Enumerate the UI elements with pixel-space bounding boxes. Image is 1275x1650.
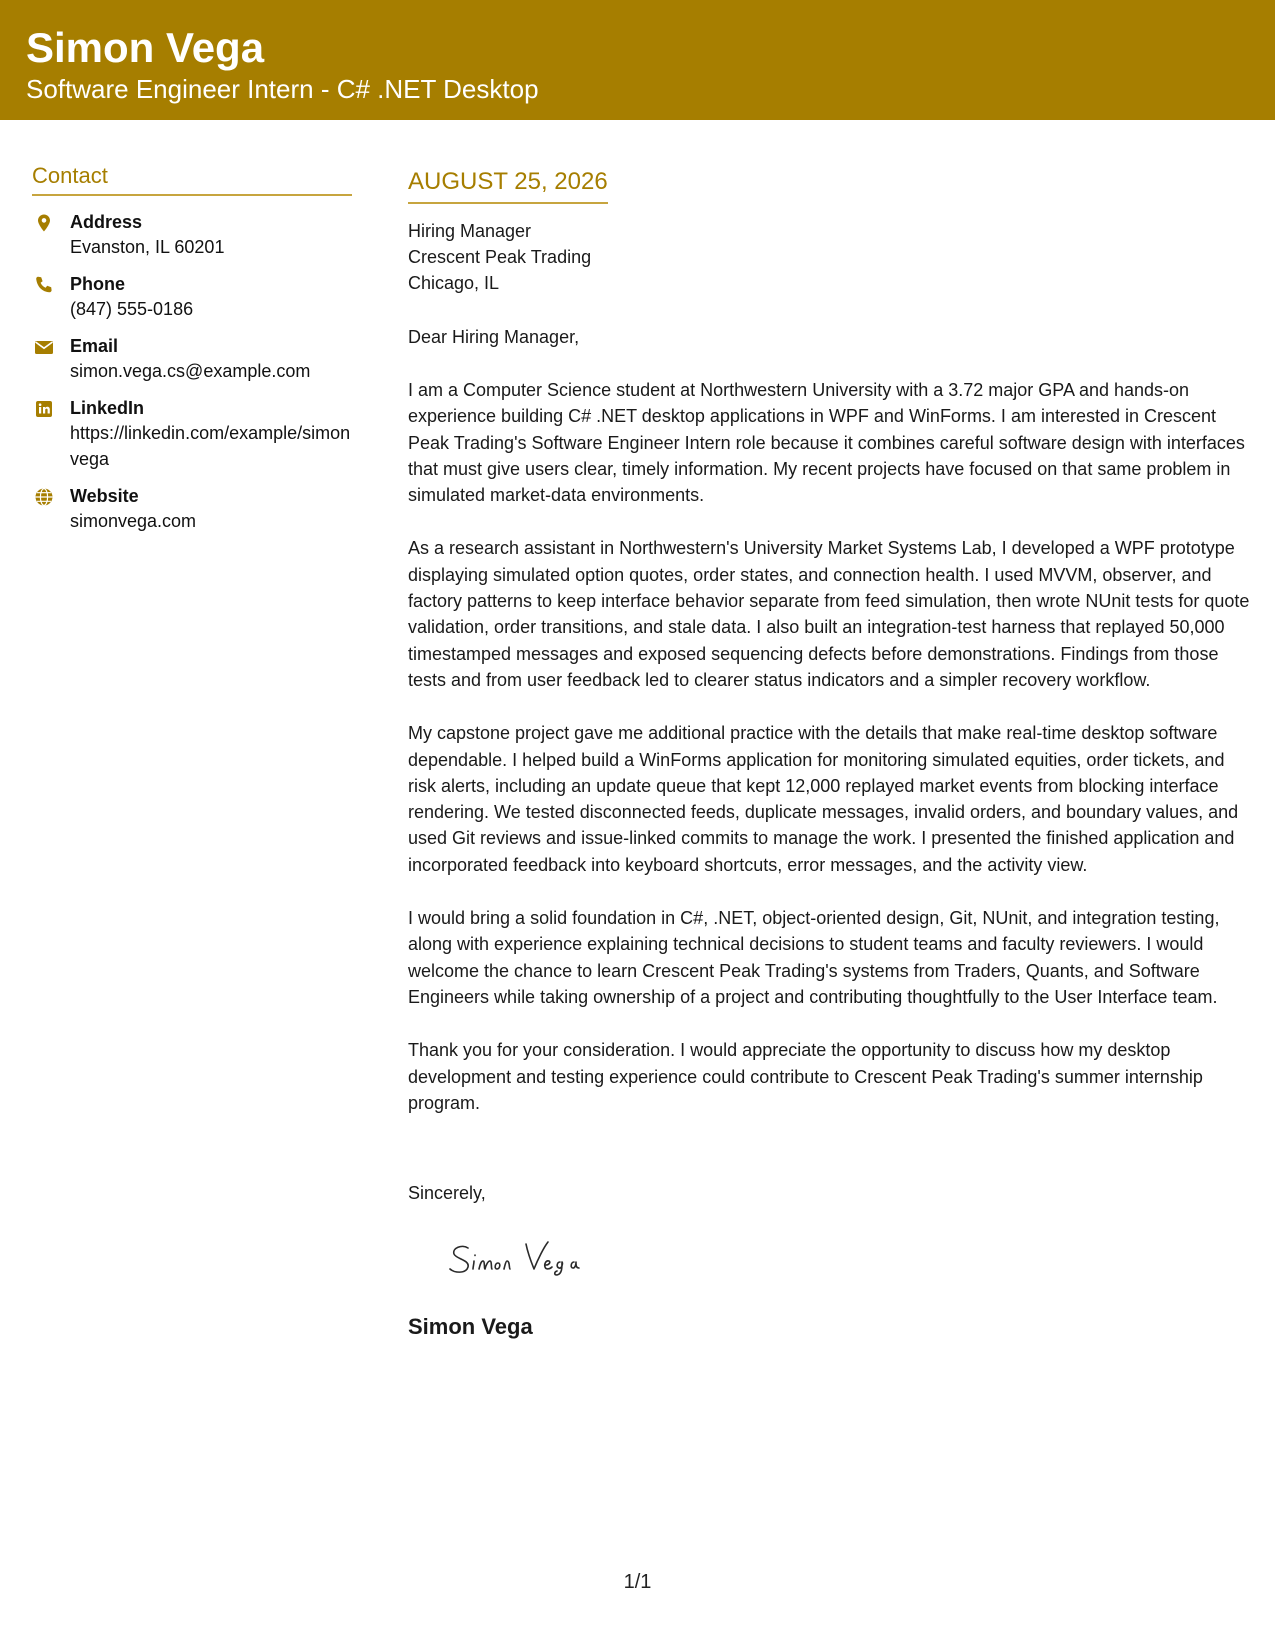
globe-icon [34,487,54,507]
map-pin-icon [34,213,54,233]
phone-icon [34,275,54,295]
contact-address [32,210,352,260]
contact-section-title: Contact [32,160,352,196]
website-value[interactable]: simonvega.com [70,511,197,531]
handwritten-signature [446,1234,636,1284]
envelope-icon [34,337,54,357]
recipient-line: Hiring Manager [408,221,532,241]
contact-label: Address [70,212,143,232]
letter-body [408,166,1253,1342]
recipient-block [408,218,1253,296]
linkedin-value[interactable]: https://linkedin.com/example/simonvega [70,423,351,469]
closing: Sincerely, [408,1183,486,1204]
linkedin-icon [34,399,54,419]
header-banner [0,0,1275,120]
letter-date: AUGUST 25, 2026 [408,166,608,204]
letter-paragraph: I am a Computer Science student at Northwestern University with a 3.72 major GPA and hands-on experience building C# .NET desktop applications in WPF and WinForms. I am interested in Crescent Peak Trading's Software Engineer Intern role because it combines careful software design with interfaces that must give users clear, timely information. My recent projects have focused on that same problem in simulated market-data environments. [408,380,1245,506]
letter-paragraph: As a research assistant in Northwestern's University Market Systems Lab, I developed a WPF prototype displaying simulated option quotes, order states, and connection health. I used MVVM, observer, and factory patterns to keep interface behavior separate from feed simulation, then wrote NUnit tests for quote validation, order transitions, and stale data. I also built an integration-test harness that replayed 50,000 timestamped messages and exposed sequencing defects before demonstrations. Findings from those tests and from user feedback led to clearer status indicators and a simpler recovery workflow. [408,538,1250,690]
applicant-name: Simon Vega [26,24,265,71]
recipient-line: Chicago, IL [408,273,500,293]
contact-label: Website [70,486,139,506]
email-value: simon.vega.cs@example.com [70,361,311,381]
contact-label: Email [70,336,119,356]
contact-sidebar [32,160,352,546]
contact-email [32,334,352,384]
job-title: Software Engineer Intern - C# .NET Desktop [26,74,539,104]
contact-list [32,210,352,534]
letter-paragraph: Thank you for your consideration. I would appreciate the opportunity to discuss how my desktop development and testing experience could contribute to Crescent Peak Trading's summer internship program. [408,1040,1203,1113]
letter-paragraph: I would bring a solid foundation in C#, .NET, object-oriented design, Git, NUnit, and integration testing, along with experience explaining technical decisions to student teams and faculty reviewers. I would welcome the chance to learn Crescent Peak Trading's systems from Traders, Quants, and Software Engineers while taking ownership of a project and contributing thoughtfully to the User Interface team. [408,908,1220,1007]
salutation: Dear Hiring Manager, [408,327,580,347]
contact-label: LinkedIn [70,398,145,418]
recipient-line: Crescent Peak Trading [408,247,592,267]
letter-paragraph: My capstone project gave me additional practice with the details that make real-time desktop software dependable. I helped build a WinForms application for monitoring simulated equities, order tickets, and risk alerts, including an update queue that kept 12,000 replayed market events from blocking interface rendering. We tested disconnected feeds, duplicate messages, invalid orders, and boundary values, and used Git reviews and issue-linked commits to manage the work. I presented the finished application and incorporated feedback into keyboard shortcuts, error messages, and the activity view. [408,723,1239,875]
contact-linkedin [32,396,352,472]
contact-label: Phone [70,274,126,294]
contact-phone [32,272,352,322]
phone-value: (847) 555-0186 [70,299,194,319]
address-value: Evanston, IL 60201 [70,237,225,257]
contact-website [32,484,352,534]
page-number: 1/1 [623,1571,652,1593]
signer-name: Simon Vega [408,1314,533,1340]
